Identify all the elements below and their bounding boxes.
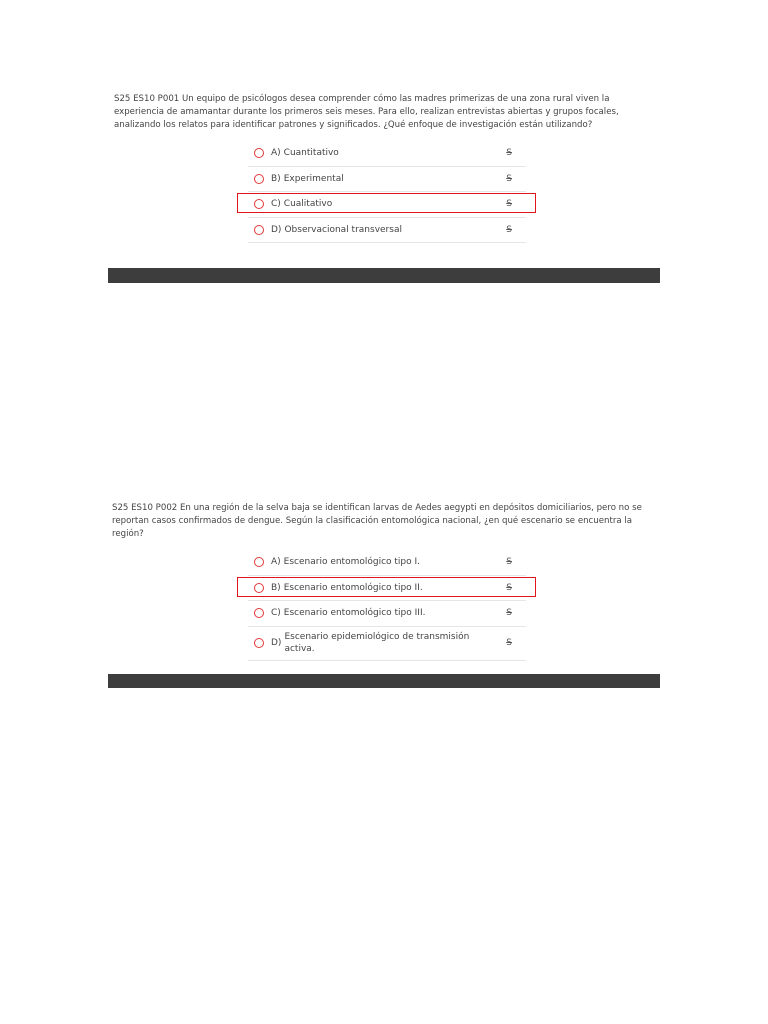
strikethrough-icon[interactable]: S [506,582,512,593]
option-label: Experimental [283,173,344,184]
strikethrough-icon[interactable]: S [506,608,512,619]
option-letter: A) [271,148,281,159]
option-letter: C) [271,608,281,619]
option-letter: C) [271,199,281,210]
divider-bar [108,268,660,283]
strikethrough-icon[interactable]: S [506,199,512,210]
option-letter: B) [271,173,281,184]
option-label: Observacional transversal [284,224,402,235]
radio-button-icon[interactable] [254,174,264,184]
option-label: Escenario entomológico tipo II. [283,582,423,593]
option-label: Cualitativo [283,199,333,210]
option-letter: D) [271,638,282,648]
strikethrough-icon[interactable]: S [506,638,512,648]
answer-highlight-box [237,193,536,213]
question-2-text: S25 ES10 P002 En una región de la selva baja se identifican larvas de Aedes aegypti en depósitos domiciliarios, pero no se reportan casos confirmados de dengue. Según la clasificación entomológica nacional, ¿en qué escenario se encuentra la región? [112,503,642,539]
option-a[interactable] [248,550,526,576]
option-label: Cuantitativo [283,148,339,159]
radio-button-icon[interactable] [254,148,264,158]
option-c[interactable] [248,601,526,627]
strikethrough-icon[interactable]: S [506,224,512,235]
strikethrough-icon[interactable]: S [506,557,512,568]
radio-button-icon[interactable] [254,225,264,235]
option-label: Escenario entomológico tipo III. [283,608,426,619]
question-1-text: S25 ES10 P001 Un equipo de psicólogos desea comprender cómo las madres primerizas de una zona rural viven la experiencia de amamantar durante los primeros seis meses. Para ello, realizan entrevistas abiertas y grupos focales, analizando los relatos para identificar patrones y significados. ¿Qué enfoque de investigación están utilizando? [114,94,619,130]
option-letter: A) [271,557,281,568]
divider-bar [108,674,660,688]
option-letter: D) [271,224,282,235]
strikethrough-icon[interactable]: S [506,173,512,184]
radio-button-icon[interactable] [254,608,264,618]
option-letter: B) [271,582,281,593]
option-a[interactable] [248,141,526,167]
question-2-options [248,550,526,661]
radio-button-icon[interactable] [254,557,264,567]
option-d[interactable] [248,627,526,661]
question-1-options [248,141,526,243]
option-label: Escenario epidemiológico de transmisión activa. [284,632,470,654]
option-b[interactable] [248,167,526,193]
strikethrough-icon[interactable]: S [506,148,512,159]
answer-highlight-box [237,577,536,597]
option-label: Escenario entomológico tipo I. [283,557,421,568]
radio-button-icon[interactable] [254,638,264,648]
option-d[interactable] [248,218,526,244]
